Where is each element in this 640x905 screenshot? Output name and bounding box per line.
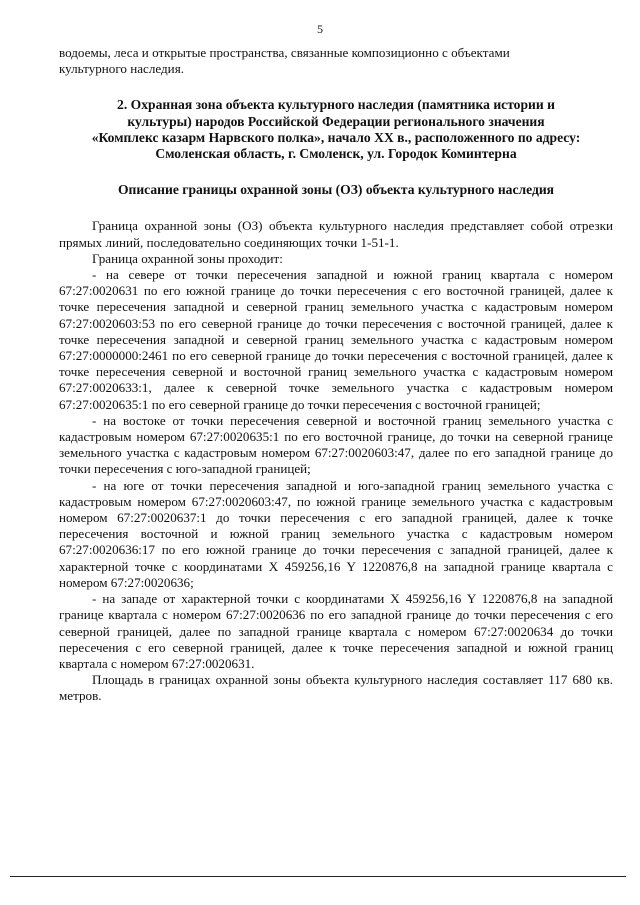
- paragraph-area: Площадь в границах охранной зоны объекта культурного наследия составляет 117 680 кв. метров.: [59, 672, 613, 704]
- paragraph-description: Граница охранной зоны (ОЗ) объекта культурного наследия представляет собой отрезки прямых линий, последовательно соединяющих точки 1-51-1.: [59, 218, 613, 250]
- intro-line: водоемы, леса и открытые пространства, связанные композиционно с объектами: [59, 45, 510, 60]
- heading-line: культуры) народов Российской Федерации регионального значения: [127, 113, 545, 129]
- paragraph-east: - на востоке от точки пересечения северной и восточной границ земельного участка с кадастровым номером 67:27:0020635:1 по его восточной границе, до точки на северной границе земельного участка с кадастровым номером 67:27:0020603:47, далее по его западной границе до точки пересечения с юго-западной границей;: [59, 412, 613, 477]
- intro-text: [59, 45, 613, 77]
- section-subheading: Описание границы охранной зоны (ОЗ) объекта культурного наследия: [117, 182, 555, 198]
- paragraph-south: - на юге от точки пересечения западной и юго-западной границ земельного участка с кадастровым номером 67:27:0020603:47, по южной границе земельного участка с кадастровым номером 67:27:0020637:1 до точки пересечения с его западной границей, далее к точке пересечения восточной и южной границ земельного участка с кадастровым номером 67:27:0020636:17 по его южной границе до точки пересечения с западной границей, далее к характерной точке с координатами X 459256,16 Y 1220876,8 на западной границе квартала с номером 67:27:0020636;: [59, 477, 613, 590]
- page-number: 5: [317, 22, 323, 36]
- paragraph-west: - на западе от характерной точки с координатами X 459256,16 Y 1220876,8 на западной границе квартала с номером 67:27:0020636 по его западной границе до точки пересечения с его северной границей, далее по западной границе квартала с номером 67:27:0020634 до точки пересечения с его северной границей, далее к точке пересечения западной и южной границ квартала с номером 67:27:0020631.: [59, 591, 613, 671]
- section-heading: [59, 97, 613, 162]
- paragraph-boundary-intro: Граница охранной зоны проходит:: [92, 250, 283, 266]
- intro-line: культурного наследия.: [59, 61, 184, 77]
- heading-line: Смоленская область, г. Смоленск, ул. Городок Коминтерна: [155, 146, 517, 162]
- bottom-divider: [10, 876, 626, 877]
- paragraph-north: - на севере от точки пересечения западной и южной границ квартала с номером 67:27:0020631 по его южной границе до точки пересечения с его восточной границей, далее к точке пересечения западной и северной границ земельного участка с кадастровым номером 67:27:0020603:53 по его северной границе до точки пересечения с восточной границей, далее к точке пересечения западной и северной границ земельного участка с кадастровым номером 67:27:0000000:2461 по его северной границе до точки пересечения с восточной границей, далее к точке пересечения северной и восточной границ земельного участка с кадастровым номером 67:27:0020633:1, далее к северной точке земельного участка с кадастровым номером 67:27:0020635:1 по его северной границе до точки пересечения с восточной границей;: [59, 267, 613, 412]
- heading-line: 2. Охранная зона объекта культурного наследия (памятника истории и: [117, 97, 555, 113]
- heading-line: «Комплекс казарм Нарвского полка», начало XX в., расположенного по адресу:: [91, 129, 581, 145]
- document-body: [59, 45, 613, 705]
